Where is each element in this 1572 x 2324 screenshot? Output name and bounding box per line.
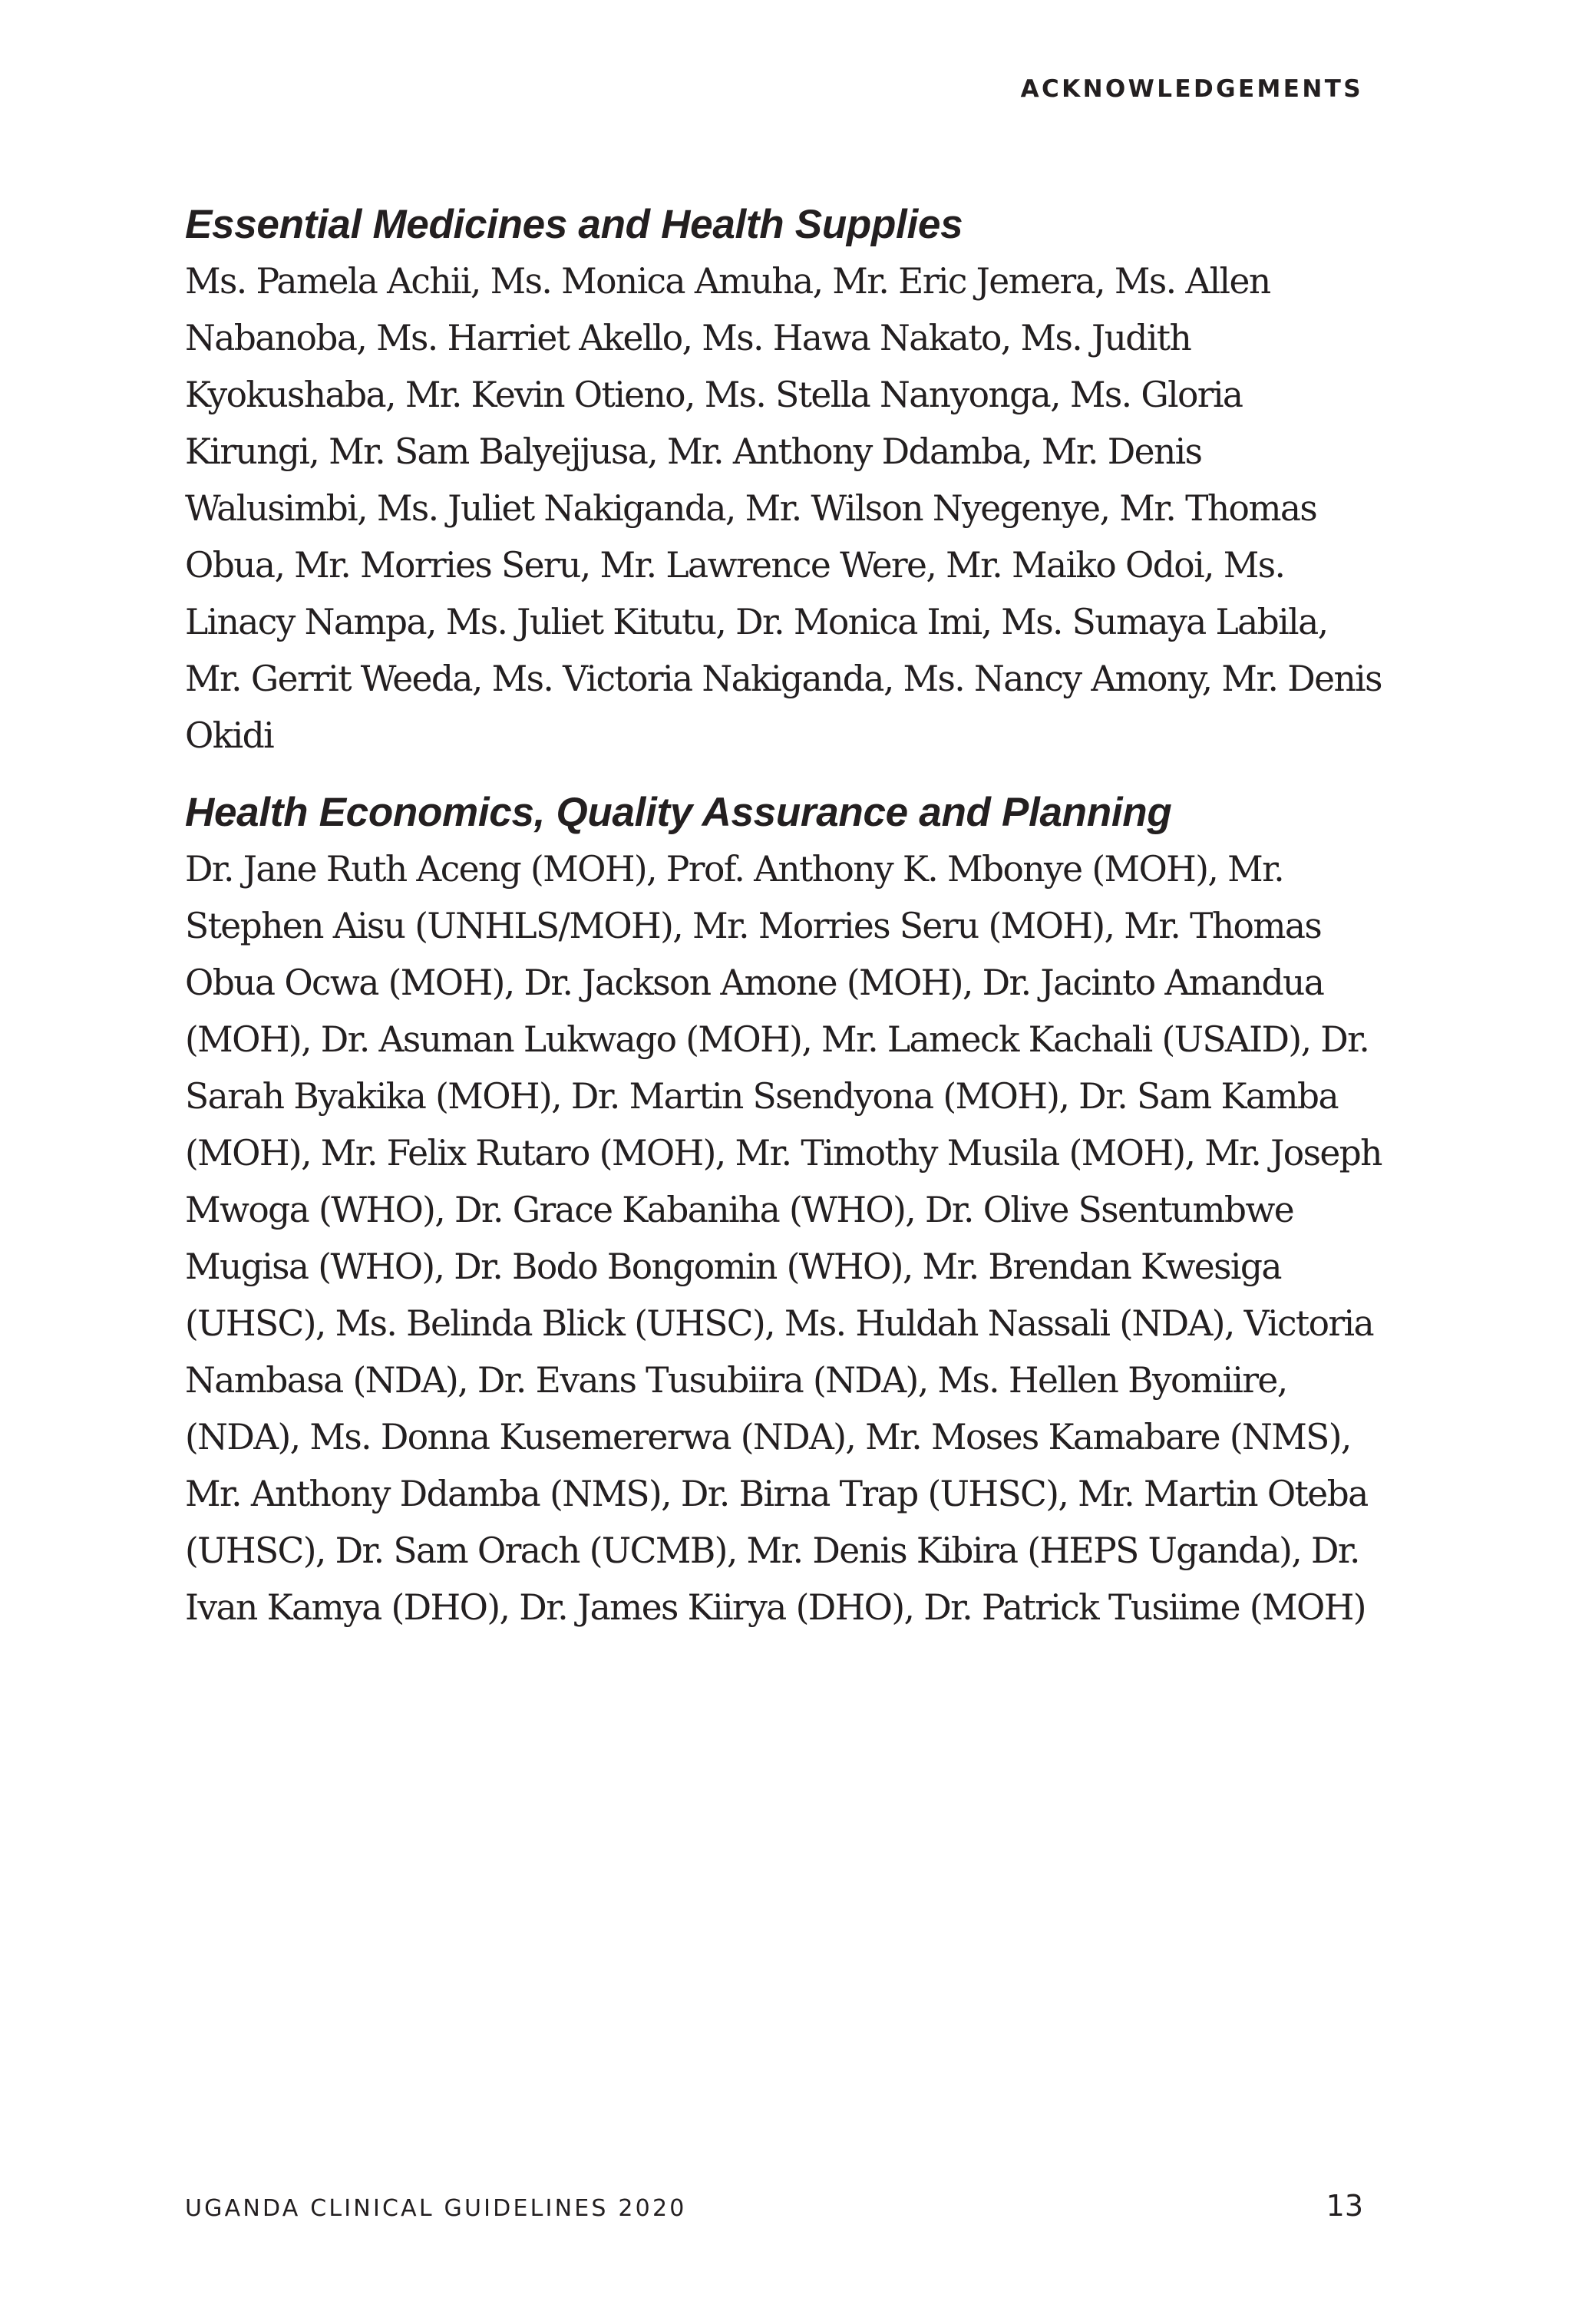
section-heading: Health Economics, Quality Assurance and Planning xyxy=(185,790,1172,835)
section-body: Dr. Jane Ruth Aceng (MOH), Prof. Anthony K. Mbonye (MOH), Mr. Stephen Aisu (UNHLS/MOH), Mr. Morries Seru (MOH), Mr. Thomas Obua Ocwa (MOH), Dr. Jackson Amone (MOH), Dr. Jacinto Amandua (MOH), Dr. Asuman Lukwago (MOH), Mr. Lameck Kachali (USAID), Dr. Sarah Byakika (MOH), Dr. Martin Ssendyona (MOH), Dr. Sam Kamba (MOH), Mr. Felix Rutaro (MOH), Mr. Timothy Musila (MOH), Mr. Joseph Mwoga (WHO), Dr. Grace Kabaniha (WHO), Dr. Olive Ssentumbwe Mugisa (WHO), Dr. Bodo Bongomin (WHO), Mr. Brendan Kwesiga (UHSC), Ms. Belinda Blick (UHSC), Ms. Huldah Nassali (NDA), Victoria Nambasa (NDA), Dr. Evans Tusubiira (NDA), Ms. Hellen Byomiire, (NDA), Ms. Donna Kusemererwa (NDA), Mr. Moses Kamabare (NMS), Mr. Anthony Ddamba (NMS), Dr. Birna Trap (UHSC), Mr. Martin Oteba (UHSC), Dr. Sam Orach (UCMB), Mr. Denis Kibira (HEPS Uganda), Dr. Ivan Kamya (DHO), Dr. James Kiirya (DHO), Dr. Patrick Tusiime (MOH) xyxy=(185,849,1382,1628)
section-body: Ms. Pamela Achii, Ms. Monica Amuha, Mr. Eric Jemera, Ms. Allen Nabanoba, Ms. Harriet Akello, Ms. Hawa Nakato, Ms. Judith Kyokushaba, Mr. Kevin Otieno, Ms. Stella Nanyonga, Ms. Gloria Kirungi, Mr. Sam Balyejjusa, Mr. Anthony Ddamba, Mr. Denis Walusimbi, Ms. Juliet Nakiganda, Mr. Wilson Nyegenye, Mr. Thomas Obua, Mr. Morries Seru, Mr. Lawrence Were, Mr. Maiko Odoi, Ms. Linacy Nampa, Ms. Juliet Kitutu, Dr. Monica Imi, Ms. Sumaya Labila, Mr. Gerrit Weeda, Ms. Victoria Nakiganda, Ms. Nancy Amony, Mr. Denis Okidi xyxy=(185,261,1382,756)
page-content xyxy=(185,196,1382,1656)
section-heading: Essential Medicines and Health Supplies xyxy=(185,202,963,247)
page-number: 13 xyxy=(1326,2189,1363,2223)
running-head-title: ACKNOWLEDGEMENTS xyxy=(1020,75,1363,103)
section-essential-medicines xyxy=(185,196,1382,764)
footer-publication-title: UGANDA CLINICAL GUIDELINES 2020 xyxy=(185,2195,687,2222)
section-health-economics xyxy=(185,784,1382,1636)
